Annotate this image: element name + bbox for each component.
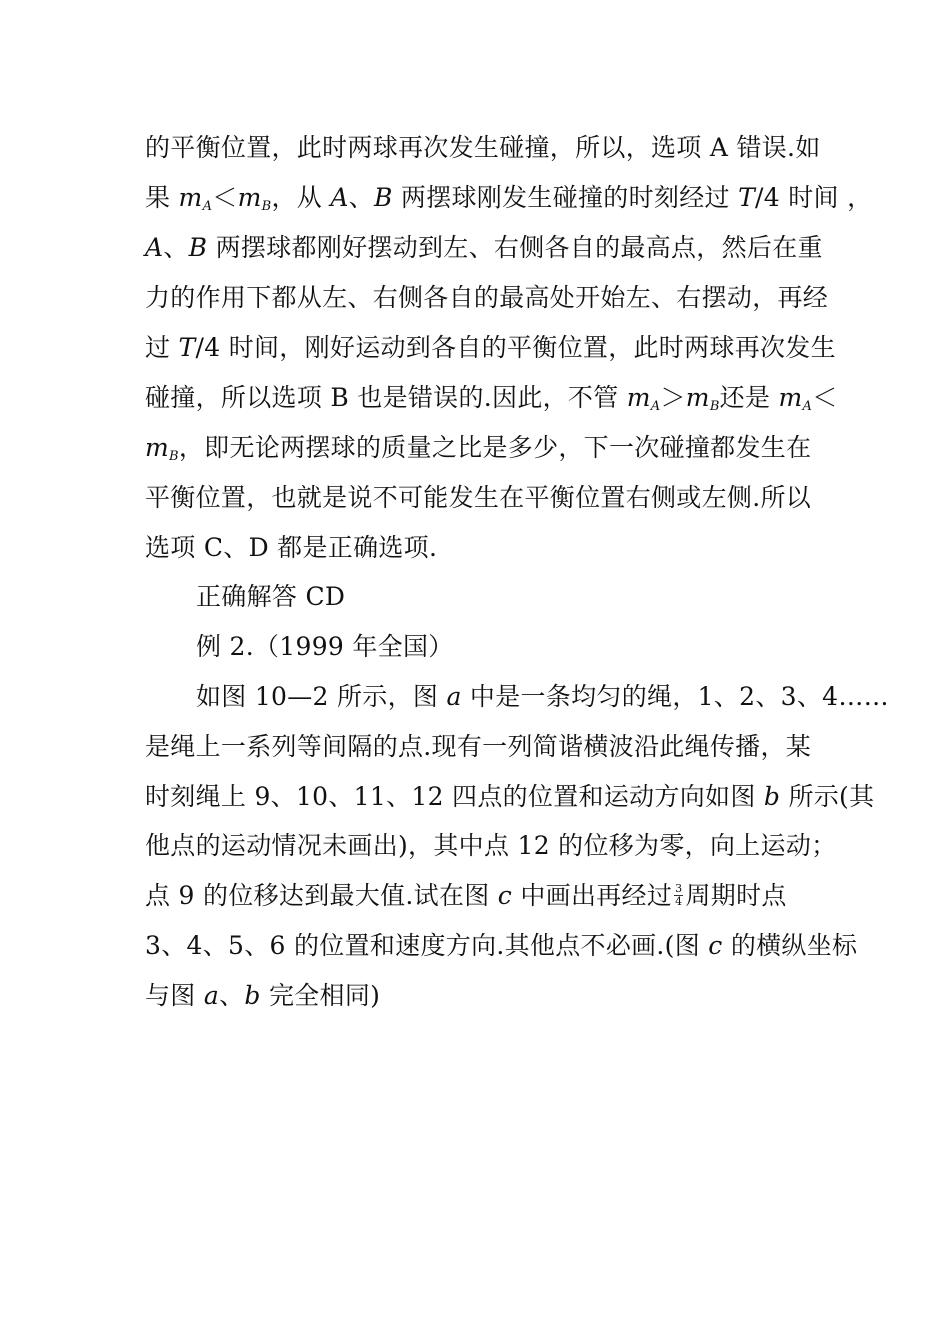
text-line: 果 $m_A<m_B$，从 A、B 两摆球刚发生碰撞的时刻经过 T/4 时间 ， bbox=[145, 183, 873, 214]
text-line: 时刻绳上 9、10、11、12 四点的位置和运动方向如图 b 所示(其 bbox=[145, 782, 875, 811]
text-line: 他点的运动情况未画出)，其中点 12 的位移为零，向上运动； bbox=[145, 831, 837, 860]
text-line: 如图 10—2 所示，图 a 中是一条均匀的绳，1、2、3、4…… bbox=[196, 682, 889, 711]
text-line: A、B 两摆球都刚好摆动到左、右侧各自的最高点，然后在重 bbox=[145, 233, 823, 262]
text-line: 碰撞，所以选项 B 也是错误的.因此，不管 $m_A>m_B$还是 $m_A<$ bbox=[145, 383, 838, 414]
text-line: 与图 a、b 完全相同) bbox=[145, 981, 381, 1010]
example-heading: 例 2.（1999 年全国） bbox=[196, 632, 454, 661]
text-line: 力的作用下都从左、右侧各自的最高处开始左、右摆动，再经 bbox=[145, 283, 829, 312]
text-line: $m_B$，即无论两摆球的质量之比是多少，下一次碰撞都发生在 bbox=[145, 433, 812, 464]
text-line: 过 T/4 时间，刚好运动到各自的平衡位置，此时两球再次发生 bbox=[145, 333, 836, 362]
text-line: 的平衡位置，此时两球再次发生碰撞，所以，选项 A 错误.如 bbox=[145, 133, 821, 162]
text-line: 选项 C、D 都是正确选项. bbox=[145, 533, 438, 562]
text-line: 点 9 的位移达到最大值.试在图 c 中画出再经过 $\frac{3}{4}$ 周期时点 bbox=[145, 881, 787, 910]
text-line: 3、4、5、6 的位置和速度方向.其他点不必画.(图 c 的横纵坐标 bbox=[145, 931, 858, 960]
answer-line: 正确解答 CD bbox=[196, 582, 346, 611]
text-line: 平衡位置，也就是说不可能发生在平衡位置右侧或左侧.所以 bbox=[145, 483, 812, 512]
fraction: $\frac{3}{4}$ bbox=[675, 882, 683, 908]
text-line: 是绳上一系列等间隔的点.现有一列简谐横波沿此绳传播，某 bbox=[145, 732, 812, 761]
